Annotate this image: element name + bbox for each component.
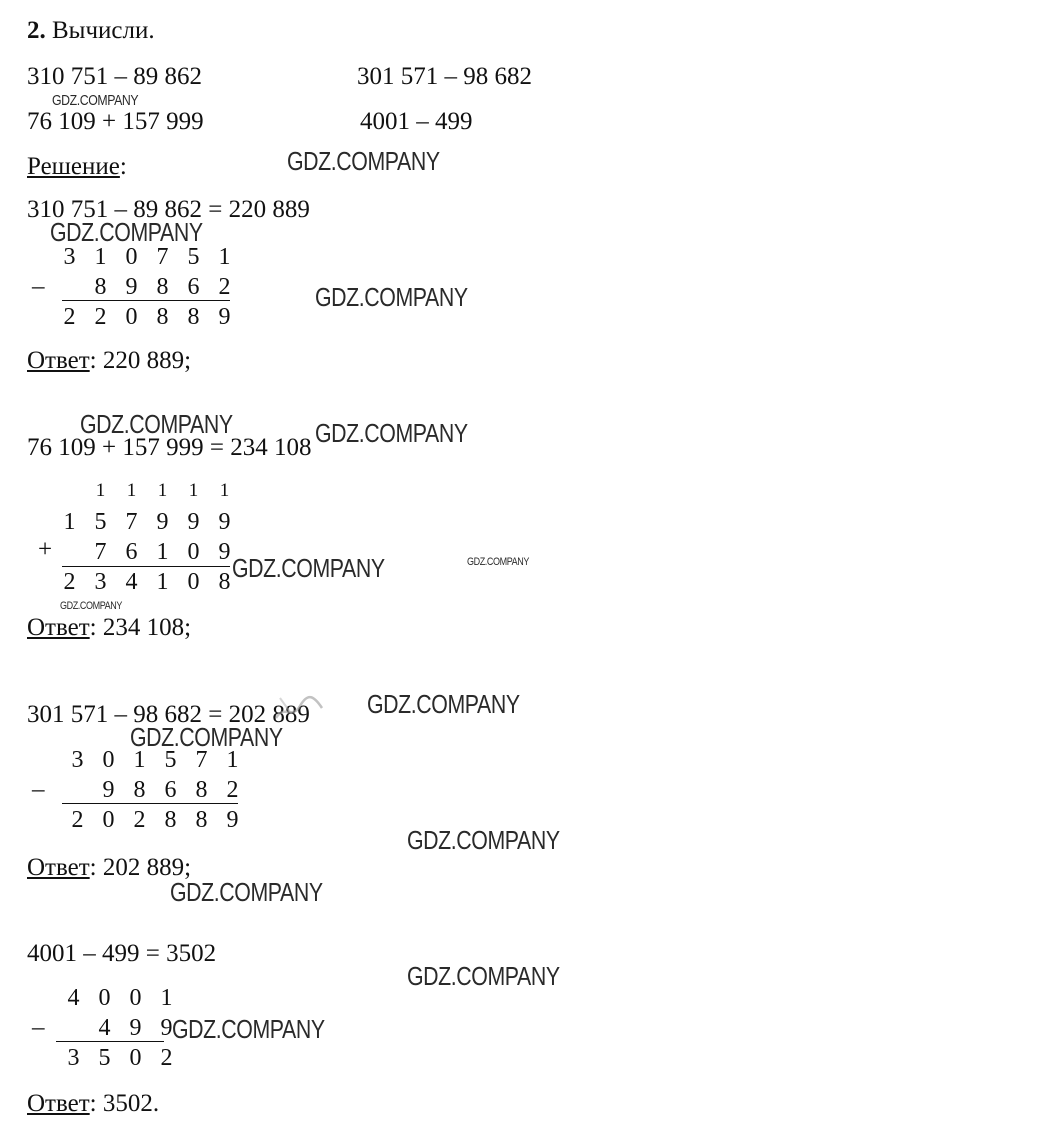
- watermark: GDZ.COMPANY: [232, 553, 385, 583]
- watermark: GDZ.COMPANY: [52, 92, 139, 109]
- digit: 6: [187, 274, 200, 300]
- digit: 8: [164, 807, 177, 833]
- answer-label: Ответ: [27, 854, 90, 881]
- watermark: GDZ.COMPANY: [50, 217, 203, 247]
- watermark: GDZ.COMPANY: [60, 600, 122, 612]
- digit: 1: [63, 509, 76, 535]
- answer-2: [27, 613, 191, 643]
- minus-operator-4: –: [32, 1014, 45, 1041]
- digit: 2: [71, 807, 84, 833]
- digit: 0: [102, 807, 115, 833]
- digit: 2: [218, 274, 231, 300]
- digit: 9: [129, 1015, 142, 1041]
- result-line-3: [62, 803, 238, 804]
- answer-value: : 202 889;: [89, 854, 192, 881]
- watermark: GDZ.COMPANY: [315, 282, 468, 312]
- watermark: GDZ.COMPANY: [407, 961, 560, 991]
- digit: 8: [156, 274, 169, 300]
- digit: 1: [188, 480, 199, 501]
- answer-label: Ответ: [27, 347, 90, 374]
- digit: 9: [226, 807, 239, 833]
- digit: 5: [187, 244, 200, 270]
- digit: 1: [126, 480, 137, 501]
- problem-2: 301 571 – 98 682: [357, 63, 532, 90]
- watermark: GDZ.COMPANY: [315, 418, 468, 448]
- task-heading: [27, 16, 155, 46]
- solution-heading: [27, 152, 127, 182]
- solution-label: Решение: [27, 153, 120, 180]
- digit: 9: [125, 274, 138, 300]
- digit: 0: [125, 244, 138, 270]
- equation-2: 76 109 + 157 999 = 234 108: [27, 434, 312, 461]
- answer-4: [27, 1089, 159, 1119]
- digit: 8: [187, 304, 200, 330]
- answer-label: Ответ: [27, 614, 90, 641]
- equation-3: 301 571 – 98 682 = 202 889: [27, 701, 310, 728]
- digit: 2: [94, 304, 107, 330]
- digit: 1: [133, 747, 146, 773]
- digit: 7: [125, 509, 138, 535]
- digit: 0: [102, 747, 115, 773]
- answer-value: : 220 889;: [89, 347, 192, 374]
- column-calc-4: [52, 983, 182, 1073]
- equation-4: 4001 – 499 = 3502: [27, 940, 217, 967]
- digit: 0: [129, 985, 142, 1011]
- digit: 1: [95, 480, 106, 501]
- task-title: Вычисли.: [52, 17, 155, 44]
- digit: 5: [98, 1045, 111, 1071]
- digit: 8: [133, 777, 146, 803]
- result-line-1: [62, 300, 230, 301]
- watermark: GDZ.COMPANY: [287, 146, 440, 176]
- digit: 2: [63, 569, 76, 595]
- digit: 3: [63, 244, 76, 270]
- digit: 2: [63, 304, 76, 330]
- watermark: GDZ.COMPANY: [407, 825, 560, 855]
- digit: 8: [94, 274, 107, 300]
- answer-3: [27, 853, 191, 883]
- digit: 2: [160, 1045, 173, 1071]
- digit: 8: [218, 569, 231, 595]
- problem-3: 76 109 + 157 999: [27, 108, 204, 135]
- digit: 8: [195, 777, 208, 803]
- digit: 0: [187, 569, 200, 595]
- digit: 9: [160, 1015, 173, 1041]
- digit: 0: [125, 304, 138, 330]
- answer-label: Ответ: [27, 1090, 90, 1117]
- digit: 1: [94, 244, 107, 270]
- watermark: GDZ.COMPANY: [367, 689, 520, 719]
- digit: 3: [71, 747, 84, 773]
- digit: 5: [164, 747, 177, 773]
- watermark: GDZ.COMPANY: [130, 722, 283, 752]
- digit: 8: [195, 807, 208, 833]
- watermark: GDZ.COMPANY: [80, 409, 233, 439]
- digit: 6: [164, 777, 177, 803]
- column-calc-1: [60, 242, 240, 332]
- plus-operator-2: +: [38, 536, 53, 563]
- task-number: 2.: [27, 17, 46, 44]
- digit: 5: [94, 509, 107, 535]
- digit: 7: [156, 244, 169, 270]
- digit: 2: [133, 807, 146, 833]
- digit: 0: [98, 985, 111, 1011]
- digit: 4: [67, 985, 80, 1011]
- digit: 1: [218, 244, 231, 270]
- scribble-mark: [270, 690, 330, 726]
- digit: 7: [195, 747, 208, 773]
- digit: 9: [218, 539, 231, 565]
- digit: 3: [67, 1045, 80, 1071]
- digit: 1: [226, 747, 239, 773]
- minus-operator-1: –: [32, 273, 45, 300]
- answer-value: : 3502.: [89, 1090, 160, 1117]
- digit: 9: [102, 777, 115, 803]
- digit: 9: [187, 509, 200, 535]
- solution-colon: :: [119, 153, 127, 180]
- digit: 9: [156, 509, 169, 535]
- digit: 7: [94, 539, 107, 565]
- watermark: GDZ.COMPANY: [172, 1014, 325, 1044]
- equation-1: 310 751 – 89 862 = 220 889: [27, 196, 310, 223]
- digit: 9: [218, 509, 231, 535]
- column-calc-2: [60, 474, 240, 599]
- digit: 1: [156, 539, 169, 565]
- digit: 1: [156, 569, 169, 595]
- digit: 1: [157, 480, 168, 501]
- problem-4: 4001 – 499: [360, 108, 473, 135]
- answer-1: [27, 346, 191, 376]
- watermark: GDZ.COMPANY: [467, 556, 529, 568]
- digit: 3: [94, 569, 107, 595]
- result-line-4: [56, 1041, 164, 1042]
- digit: 1: [219, 480, 230, 501]
- digit: 0: [187, 539, 200, 565]
- digit: 6: [125, 539, 138, 565]
- problem-1: 310 751 – 89 862: [27, 63, 202, 90]
- digit: 4: [98, 1015, 111, 1041]
- column-calc-3: [60, 745, 250, 835]
- digit: 2: [226, 777, 239, 803]
- digit: 0: [129, 1045, 142, 1071]
- watermark: GDZ.COMPANY: [170, 877, 323, 907]
- digit: 9: [218, 304, 231, 330]
- answer-value: : 234 108;: [89, 614, 192, 641]
- minus-operator-3: –: [32, 776, 45, 803]
- digit: 8: [156, 304, 169, 330]
- digit: 4: [125, 569, 138, 595]
- digit: 1: [160, 985, 173, 1011]
